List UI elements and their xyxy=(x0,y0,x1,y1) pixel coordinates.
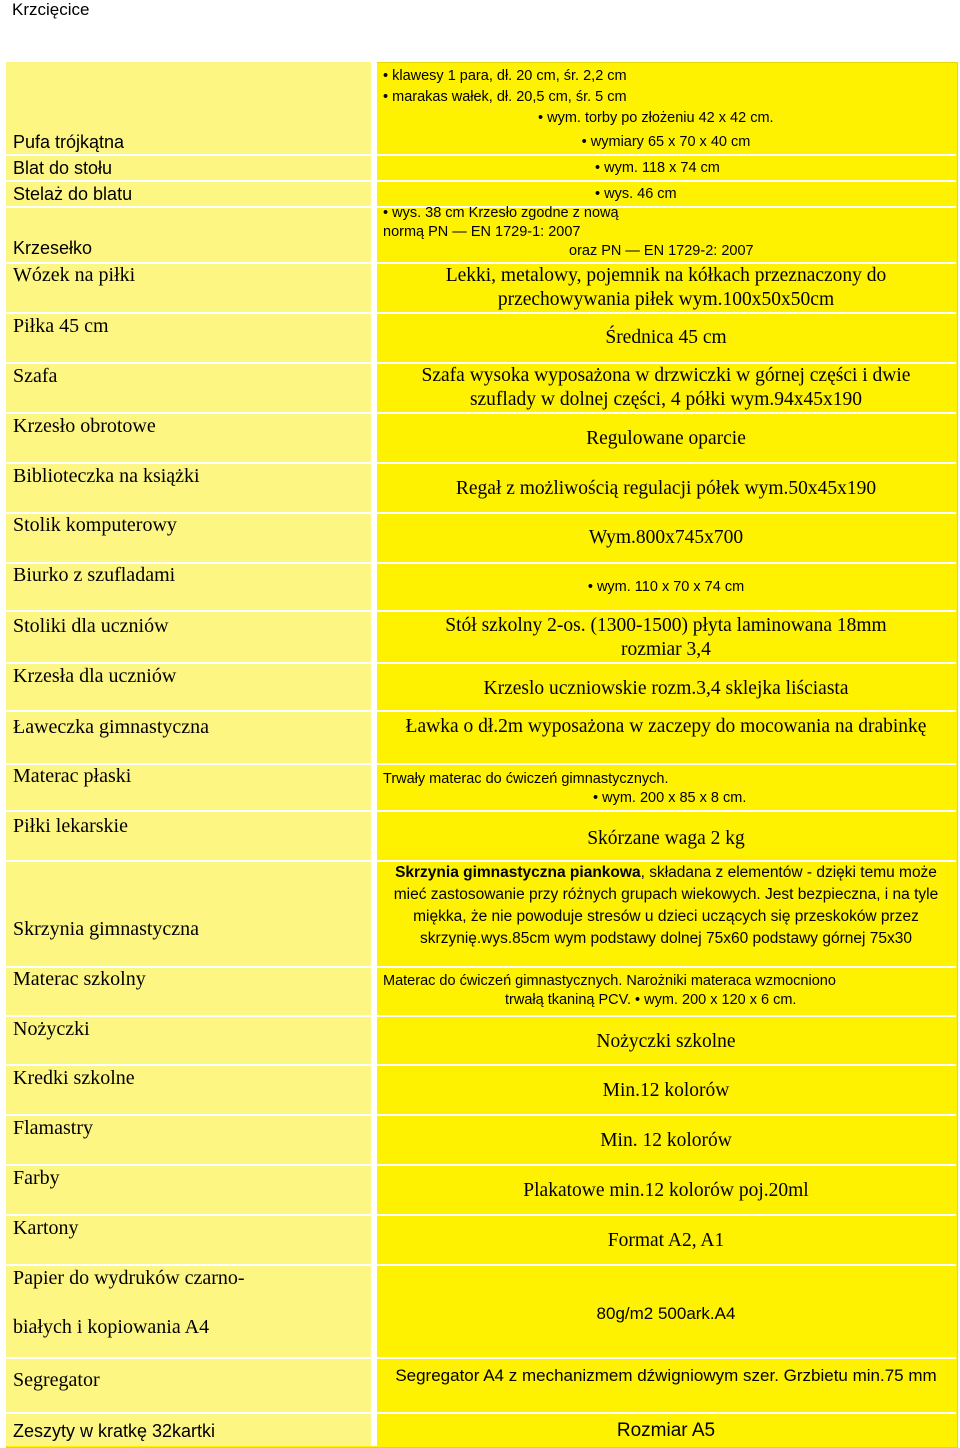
row-label: Stoliki dla uczniów xyxy=(13,615,169,637)
row-divider xyxy=(6,1214,956,1216)
description-line: Materac do ćwiczeń gimnastycznych. Narożniki materaca wzmocniono xyxy=(383,973,836,989)
row-divider xyxy=(6,180,956,182)
row-divider xyxy=(6,1412,956,1414)
description-line: normą PN — EN 1729-1: 2007 xyxy=(383,224,581,240)
row-label: Biblioteczka na książki xyxy=(13,465,200,487)
row-description xyxy=(383,66,783,129)
row-divider xyxy=(6,462,956,464)
row-description: Szafa wysoka wyposażona w drzwiczki w górnej części i dwie szuflady w dolnej części, 4 półki wym.94x45x190 xyxy=(421,365,911,410)
description-text: • wym. 118 x 74 cm xyxy=(595,160,720,176)
row-description: 80g/m2 500ark.A4 xyxy=(596,1304,736,1323)
description-line: • marakas wałek, dł. 20,5 cm, śr. 5 cm xyxy=(383,87,783,108)
row-divider xyxy=(6,763,956,765)
row-label: Krzesła dla uczniów xyxy=(13,665,177,687)
row-label: Skrzynia gimnastyczna xyxy=(13,918,200,940)
row-description: Format A2, A1 xyxy=(607,1230,725,1251)
row-description: Skórzane waga 2 kg xyxy=(587,828,745,849)
row-description xyxy=(383,770,949,808)
row-divider xyxy=(6,154,956,156)
row-description xyxy=(383,204,949,261)
description-line: oraz PN — EN 1729-2: 2007 xyxy=(569,243,754,259)
row-label: Kredki szkolne xyxy=(13,1067,135,1089)
row-description: Nożyczki szkolne xyxy=(596,1031,736,1052)
row-divider xyxy=(6,662,956,664)
description-text: • wym. 110 x 70 x 74 cm xyxy=(588,579,744,595)
row-description xyxy=(383,862,949,950)
row-label: Piłki lekarskie xyxy=(13,815,128,837)
description-line: Trwały materac do ćwiczeń gimnastycznych. xyxy=(383,771,669,787)
row-label: białych i kopiowania A4 xyxy=(13,1316,210,1338)
description-line: • wys. 38 cm Krzesło zgodne z nową xyxy=(383,204,949,223)
row-label: Ławeczka gimnastyczna xyxy=(13,716,210,738)
description-text: , składana z elementów - dzięki temu może mieć zastosowanie przy różnych grupach wiekowych. Jest bezpieczna, i na tyle miękka, że nie powoduje stresów u dzieci uczących się przeskoków przez skrzynię.wys.85cm wym podstawy dolnej 75x60 podstawy górnej 75x30 xyxy=(393,864,939,947)
row-divider xyxy=(6,810,956,812)
page-title: Krzcięcice xyxy=(12,0,90,19)
row-label: Segregator xyxy=(13,1369,100,1391)
description-line: • wym. 200 x 85 x 8 cm. xyxy=(383,789,949,808)
row-divider xyxy=(6,1357,956,1359)
row-label: Materac szkolny xyxy=(13,968,146,990)
row-label: Zeszyty w kratkę 32kartki xyxy=(13,1421,216,1441)
row-label: Krzesełko xyxy=(13,238,93,258)
row-description: Krzeslo uczniowskie rozm.3,4 sklejka liściasta xyxy=(483,678,849,699)
row-description xyxy=(383,132,949,153)
row-divider xyxy=(6,1114,956,1116)
row-label: Krzesło obrotowe xyxy=(13,415,156,437)
row-description: Regał z możliwością regulacji półek wym.50x45x190 xyxy=(455,478,877,499)
description-bold: Skrzynia gimnastyczna piankowa xyxy=(395,864,641,881)
row-description: Min.12 kolorów xyxy=(602,1080,730,1101)
row-description xyxy=(383,158,949,179)
description-line: • wym. torby po złożeniu 42 x 42 cm. xyxy=(383,108,783,129)
row-divider xyxy=(6,1164,956,1166)
row-divider xyxy=(6,1064,956,1066)
row-description: Min. 12 kolorów xyxy=(600,1130,732,1151)
row-description: Plakatowe min.12 kolorów poj.20ml xyxy=(523,1180,809,1201)
row-label: Wózek na piłki xyxy=(13,264,136,286)
row-description: Średnica 45 cm xyxy=(605,327,727,348)
row-label: Kartony xyxy=(13,1217,79,1239)
row-label: Flamastry xyxy=(13,1117,93,1139)
row-label: Biurko z szufladami xyxy=(13,564,176,586)
row-label: Pufa trójkątna xyxy=(13,132,125,152)
row-divider xyxy=(6,1264,956,1266)
row-label: Papier do wydruków czarno- xyxy=(13,1267,245,1289)
row-divider xyxy=(6,966,956,968)
row-divider xyxy=(6,312,956,314)
row-description: Rozmiar A5 xyxy=(616,1420,716,1441)
row-divider xyxy=(6,610,956,612)
description-line: • wym. 200 x 120 x 6 cm. xyxy=(635,992,796,1008)
row-label: Materac płaski xyxy=(13,765,132,787)
row-description xyxy=(383,184,949,205)
description-line: trwałą tkaniną PCV. xyxy=(505,992,632,1008)
row-description: Regulowane oparcie xyxy=(586,428,746,449)
row-label: Blat do stołu xyxy=(13,158,113,178)
row-description: Stół szkolny 2-os. (1300-1500) płyta laminowana 18mm rozmiar 3,4 xyxy=(445,615,887,660)
row-label: Farby xyxy=(13,1167,60,1189)
description-text: • wys. 46 cm xyxy=(595,186,677,202)
row-description: Lekki, metalowy, pojemnik na kółkach przeznaczony do przechowywania piłek wym.100x50x50cm xyxy=(445,265,887,310)
row-label: Nożyczki xyxy=(13,1018,90,1040)
row-divider xyxy=(6,1015,956,1017)
column-divider xyxy=(371,62,377,1446)
row-description: Segregator A4 z mechanizmem dźwigniowym szer. Grzbietu min.75 mm xyxy=(395,1366,937,1385)
row-description xyxy=(383,972,949,1010)
row-description: Ławka o dł.2m wyposażona w zaczepy do mocowania na drabinkę xyxy=(405,716,927,737)
row-label: Stolik komputerowy xyxy=(13,514,177,536)
row-description xyxy=(383,577,949,598)
row-label: Stelaż do blatu xyxy=(13,184,133,204)
row-label: Piłka 45 cm xyxy=(13,315,109,337)
description-text: • wymiary 65 x 70 x 40 cm xyxy=(582,134,751,150)
description-line: • klawesy 1 para, dł. 20 cm, śr. 2,2 cm xyxy=(383,66,783,87)
row-divider xyxy=(6,710,956,712)
row-divider xyxy=(6,412,956,414)
row-label: Szafa xyxy=(13,365,58,387)
row-description: Wym.800x745x700 xyxy=(588,527,744,548)
